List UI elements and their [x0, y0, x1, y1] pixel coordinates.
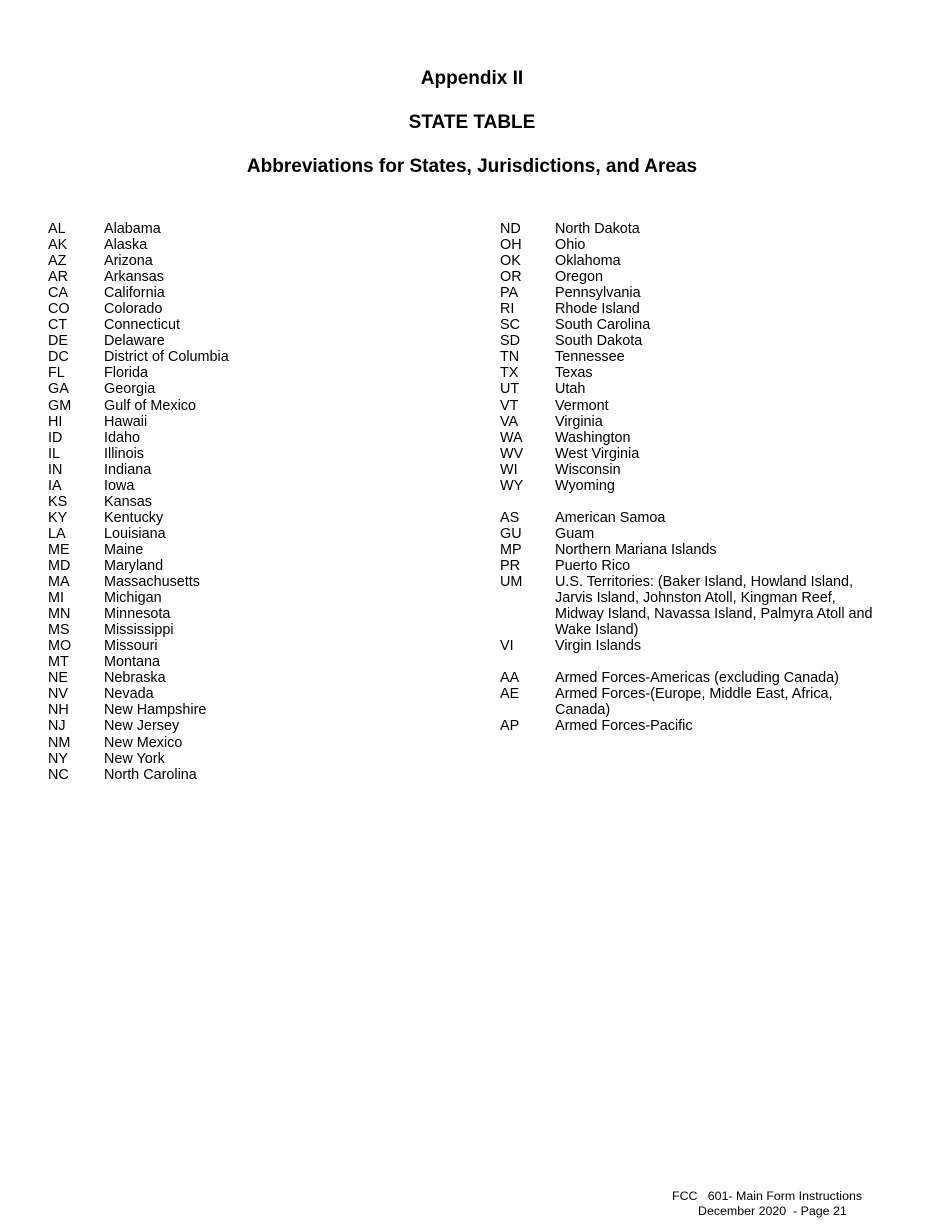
state-row: [498, 478, 888, 494]
table-subtitle: Abbreviations for States, Jurisdictions, and Areas: [246, 156, 698, 177]
state-name: Virginia: [555, 413, 603, 430]
appendix-title: Appendix II: [420, 68, 524, 89]
state-abbr: TX: [500, 365, 519, 382]
territory-name: U.S. Territories: (Baker Island, Howland Island, Jarvis Island, Johnston Atoll, Kingman Reef, Midway Island, Navassa Island, Palmyra Atoll and Wake Island): [555, 574, 873, 639]
state-abbr: VT: [500, 397, 519, 414]
state-name: North Dakota: [555, 221, 640, 237]
state-name: Hawaii: [104, 413, 148, 430]
state-row: [498, 221, 888, 237]
state-abbr: SC: [500, 317, 520, 334]
state-name: Pennsylvania: [555, 285, 641, 302]
state-name: Maine: [104, 541, 144, 558]
state-name: Kentucky: [104, 509, 164, 526]
territory-name: Puerto Rico: [555, 557, 631, 574]
state-abbr: NJ: [48, 718, 66, 735]
state-row: [48, 686, 448, 702]
state-row: [498, 333, 888, 349]
territory-name: Guam: [555, 525, 595, 542]
state-row: [48, 510, 448, 526]
state-row: [498, 237, 888, 253]
state-row: [48, 365, 448, 381]
state-abbr: WI: [500, 461, 518, 478]
state-abbr: ID: [48, 429, 63, 446]
state-abbr: RI: [500, 301, 515, 318]
state-abbr: IA: [48, 477, 62, 494]
state-row: [48, 638, 448, 654]
state-row: [498, 317, 888, 333]
state-name: Illinois: [104, 445, 144, 462]
armed-forces-name: Armed Forces-(Europe, Middle East, Africa, Canada): [555, 686, 833, 719]
state-name: Rhode Island: [555, 301, 640, 318]
state-name: Arkansas: [104, 269, 164, 286]
state-abbr: TN: [500, 349, 520, 366]
state-abbr: UT: [500, 381, 520, 398]
state-row: [48, 478, 448, 494]
territory-abbr: UM: [500, 574, 523, 591]
territory-row: [498, 510, 888, 526]
state-row: [48, 526, 448, 542]
state-abbr: MA: [48, 574, 70, 591]
state-abbr: AK: [48, 237, 68, 254]
state-name: Alaska: [104, 237, 148, 254]
state-row: [48, 462, 448, 478]
state-name: Mississippi: [104, 622, 174, 639]
state-abbr: GM: [48, 397, 72, 414]
state-row: [48, 622, 448, 638]
state-name: Georgia: [104, 381, 156, 398]
state-abbr: SD: [500, 333, 520, 350]
state-name: Vermont: [555, 397, 609, 414]
left-column: [48, 221, 448, 783]
state-name: Oregon: [555, 269, 603, 286]
state-row: [48, 735, 448, 751]
state-abbr: NC: [48, 766, 69, 783]
state-abbr: AL: [48, 221, 66, 237]
state-row: [48, 253, 448, 269]
state-row: [48, 237, 448, 253]
state-name: Connecticut: [104, 317, 180, 334]
state-name: West Virginia: [555, 445, 640, 462]
state-abbr: OH: [500, 237, 522, 254]
territory-abbr: AS: [500, 509, 520, 526]
state-row: [498, 269, 888, 285]
state-name: New York: [104, 750, 165, 767]
armed-forces-row: [498, 670, 888, 686]
state-abbr: GA: [48, 381, 69, 398]
state-row: [498, 462, 888, 478]
state-abbr: NM: [48, 734, 71, 751]
state-row: [498, 285, 888, 301]
armed-forces-name: Armed Forces-Pacific: [555, 718, 693, 735]
territory-abbr: VI: [500, 638, 514, 655]
state-row: [498, 430, 888, 446]
state-abbr: FL: [48, 365, 65, 382]
state-name: New Mexico: [104, 734, 183, 751]
state-name: Wisconsin: [555, 461, 621, 478]
state-name: Minnesota: [104, 606, 171, 623]
section-gap: [498, 494, 888, 510]
state-row: [48, 446, 448, 462]
section-gap: [498, 654, 888, 670]
state-abbr: NE: [48, 670, 68, 687]
state-name: Tennessee: [555, 349, 625, 366]
state-name: Utah: [555, 381, 586, 398]
state-name: New Hampshire: [104, 702, 207, 719]
state-abbr: MS: [48, 622, 70, 639]
state-row: [48, 398, 448, 414]
state-abbr: WY: [500, 477, 524, 494]
territory-name: Northern Mariana Islands: [555, 541, 717, 558]
territory-abbr: MP: [500, 541, 522, 558]
state-row: [498, 446, 888, 462]
state-name: Idaho: [104, 429, 141, 446]
territory-abbr: PR: [500, 557, 520, 574]
state-name: Maryland: [104, 557, 164, 574]
state-name: South Dakota: [555, 333, 643, 350]
state-abbr: AZ: [48, 253, 67, 270]
state-name: California: [104, 285, 165, 302]
state-name: Arizona: [104, 253, 153, 270]
state-row: [48, 381, 448, 397]
state-abbr: WV: [500, 445, 524, 462]
state-name: Nebraska: [104, 670, 166, 687]
state-row: [48, 574, 448, 590]
state-abbr: MN: [48, 606, 71, 623]
state-name: Alabama: [104, 221, 161, 237]
state-name: Louisiana: [104, 525, 166, 542]
state-row: [498, 365, 888, 381]
territory-name: American Samoa: [555, 509, 666, 526]
state-name: Indiana: [104, 461, 152, 478]
armed-forces-abbr: AE: [500, 686, 520, 703]
state-abbr: NH: [48, 702, 69, 719]
state-abbr: VA: [500, 413, 519, 430]
state-abbr: ME: [48, 541, 70, 558]
right-column: [498, 221, 888, 735]
state-abbr: OR: [500, 269, 522, 286]
territory-row: [498, 558, 888, 574]
state-name: Florida: [104, 365, 148, 382]
armed-forces-abbr: AA: [500, 670, 520, 687]
territory-name: Virgin Islands: [555, 638, 642, 655]
state-row: [498, 253, 888, 269]
state-abbr: LA: [48, 525, 66, 542]
state-name: Montana: [104, 654, 161, 671]
state-row: [48, 767, 448, 783]
state-row: [48, 718, 448, 734]
state-abbr: PA: [500, 285, 519, 302]
state-row: [48, 558, 448, 574]
state-name: Oklahoma: [555, 253, 621, 270]
state-abbr: NY: [48, 750, 68, 767]
armed-forces-name: Armed Forces-Americas (excluding Canada): [555, 670, 839, 687]
state-abbr: MD: [48, 557, 71, 574]
state-abbr: CO: [48, 301, 70, 318]
state-row: [48, 301, 448, 317]
state-name: Iowa: [104, 477, 135, 494]
state-name: Michigan: [104, 590, 162, 607]
armed-forces-abbr: AP: [500, 718, 520, 735]
state-abbr: IN: [48, 461, 63, 478]
state-row: [48, 606, 448, 622]
state-name: Texas: [555, 365, 593, 382]
state-abbr: IL: [48, 445, 61, 462]
territory-row: [498, 542, 888, 558]
state-name: South Carolina: [555, 317, 651, 334]
state-abbr: DC: [48, 349, 69, 366]
state-name: Kansas: [104, 493, 152, 510]
state-abbr: AR: [48, 269, 68, 286]
state-row: [498, 398, 888, 414]
state-name: Ohio: [555, 237, 586, 254]
state-row: [48, 654, 448, 670]
state-abbr: WA: [500, 429, 523, 446]
state-row: [498, 381, 888, 397]
armed-forces-row: [498, 686, 888, 718]
state-abbr: CT: [48, 317, 68, 334]
state-row: [48, 751, 448, 767]
territory-row: [498, 638, 888, 654]
state-name: New Jersey: [104, 718, 180, 735]
state-abbr: NV: [48, 686, 68, 703]
state-row: [48, 221, 448, 237]
state-row: [48, 349, 448, 365]
territory-abbr: GU: [500, 525, 522, 542]
state-abbr: MT: [48, 654, 69, 671]
footer-page-number: December 2020 - Page 21: [698, 1204, 847, 1218]
state-name: District of Columbia: [104, 349, 229, 366]
state-name: North Carolina: [104, 766, 197, 783]
territory-row: [498, 526, 888, 542]
state-name: Washington: [555, 429, 631, 446]
state-name: Gulf of Mexico: [104, 397, 196, 414]
state-abbr: KY: [48, 509, 68, 526]
state-row: [48, 285, 448, 301]
footer-form-name: FCC 601- Main Form Instructions: [672, 1189, 863, 1203]
state-abbr: HI: [48, 413, 63, 430]
state-abbr: MI: [48, 590, 64, 607]
state-row: [48, 494, 448, 510]
state-abbr: ND: [500, 221, 521, 237]
table-title: STATE TABLE: [408, 112, 536, 133]
state-abbr: OK: [500, 253, 521, 270]
state-row: [48, 702, 448, 718]
state-name: Massachusetts: [104, 574, 200, 591]
state-row: [48, 414, 448, 430]
state-row: [498, 349, 888, 365]
state-row: [48, 430, 448, 446]
state-name: Missouri: [104, 638, 158, 655]
state-name: Nevada: [104, 686, 154, 703]
territory-row: [498, 574, 888, 638]
state-name: Colorado: [104, 301, 163, 318]
state-abbr: DE: [48, 333, 68, 350]
state-row: [498, 301, 888, 317]
armed-forces-row: [498, 718, 888, 734]
state-abbr: MO: [48, 638, 72, 655]
state-name: Wyoming: [555, 477, 615, 494]
state-row: [48, 542, 448, 558]
state-name: Delaware: [104, 333, 165, 350]
state-row: [48, 670, 448, 686]
state-abbr: KS: [48, 493, 68, 510]
state-row: [48, 590, 448, 606]
state-row: [48, 333, 448, 349]
state-row: [48, 317, 448, 333]
state-abbr: CA: [48, 285, 68, 302]
state-row: [498, 414, 888, 430]
state-row: [48, 269, 448, 285]
